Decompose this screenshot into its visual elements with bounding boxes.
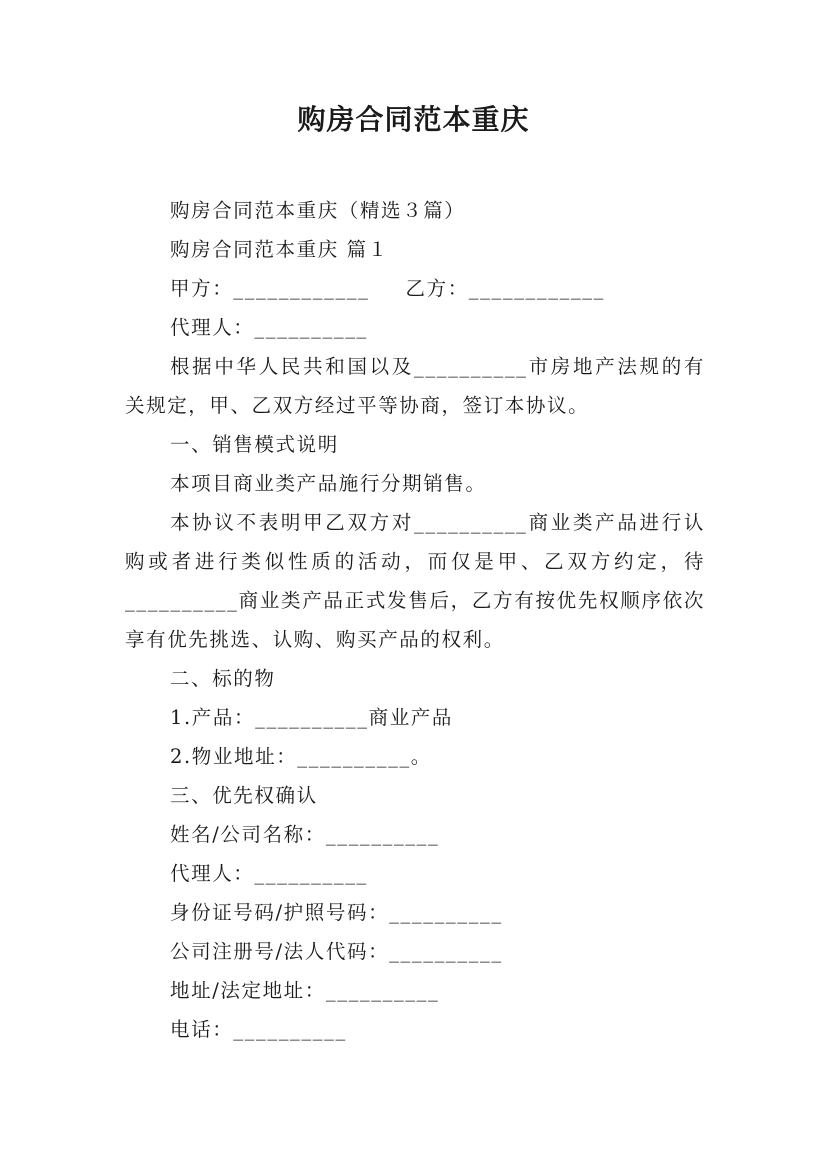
name-company-field: 姓名/公司名称：__________ [170, 823, 440, 846]
party-b-field: 乙方：____________ [405, 277, 605, 300]
id-passport-field: 身份证号码/护照号码：__________ [170, 901, 503, 924]
section-1-paragraph-2: 本协议不表明甲乙双方对__________商业类产品进行认购或者进行类似性质的活动，而仅是甲、乙双方约定，待__________商业类产品正式发售后，乙方有按优先权顺序依次享有优先挑选、认购、购买产品的权利。 [125, 511, 705, 651]
section-1-paragraph-1: 本项目商业类产品施行分期销售。 [170, 472, 487, 495]
parties-line [125, 269, 705, 308]
item-product: 1.产品：__________商业产品 [170, 706, 454, 729]
article-heading: 购房合同范本重庆 篇１ [170, 238, 389, 261]
section-heading-priority: 三、优先权确认 [170, 784, 318, 807]
phone-field: 电话：__________ [170, 1018, 347, 1041]
document-body [125, 191, 705, 1049]
document-title: 购房合同范本重庆 [297, 103, 530, 136]
address-field: 地址/法定地址：__________ [170, 979, 440, 1002]
party-a-field: 甲方：____________ [170, 277, 370, 300]
section-heading-sales-mode: 一、销售模式说明 [170, 433, 339, 456]
agent-field: 代理人：__________ [170, 316, 368, 339]
agent-field-2: 代理人：__________ [170, 862, 368, 885]
company-registration-field: 公司注册号/法人代码：__________ [170, 940, 503, 963]
intro-paragraph: 根据中华人民共和国以及__________市房地产法规的有关规定，甲、乙双方经过平等协商，签订本协议。 [125, 355, 705, 417]
item-property-address: 2.物业地址：__________。 [170, 745, 432, 768]
subtitle: 购房合同范本重庆（精选３篇） [170, 199, 466, 222]
section-heading-subject: 二、标的物 [170, 667, 276, 690]
